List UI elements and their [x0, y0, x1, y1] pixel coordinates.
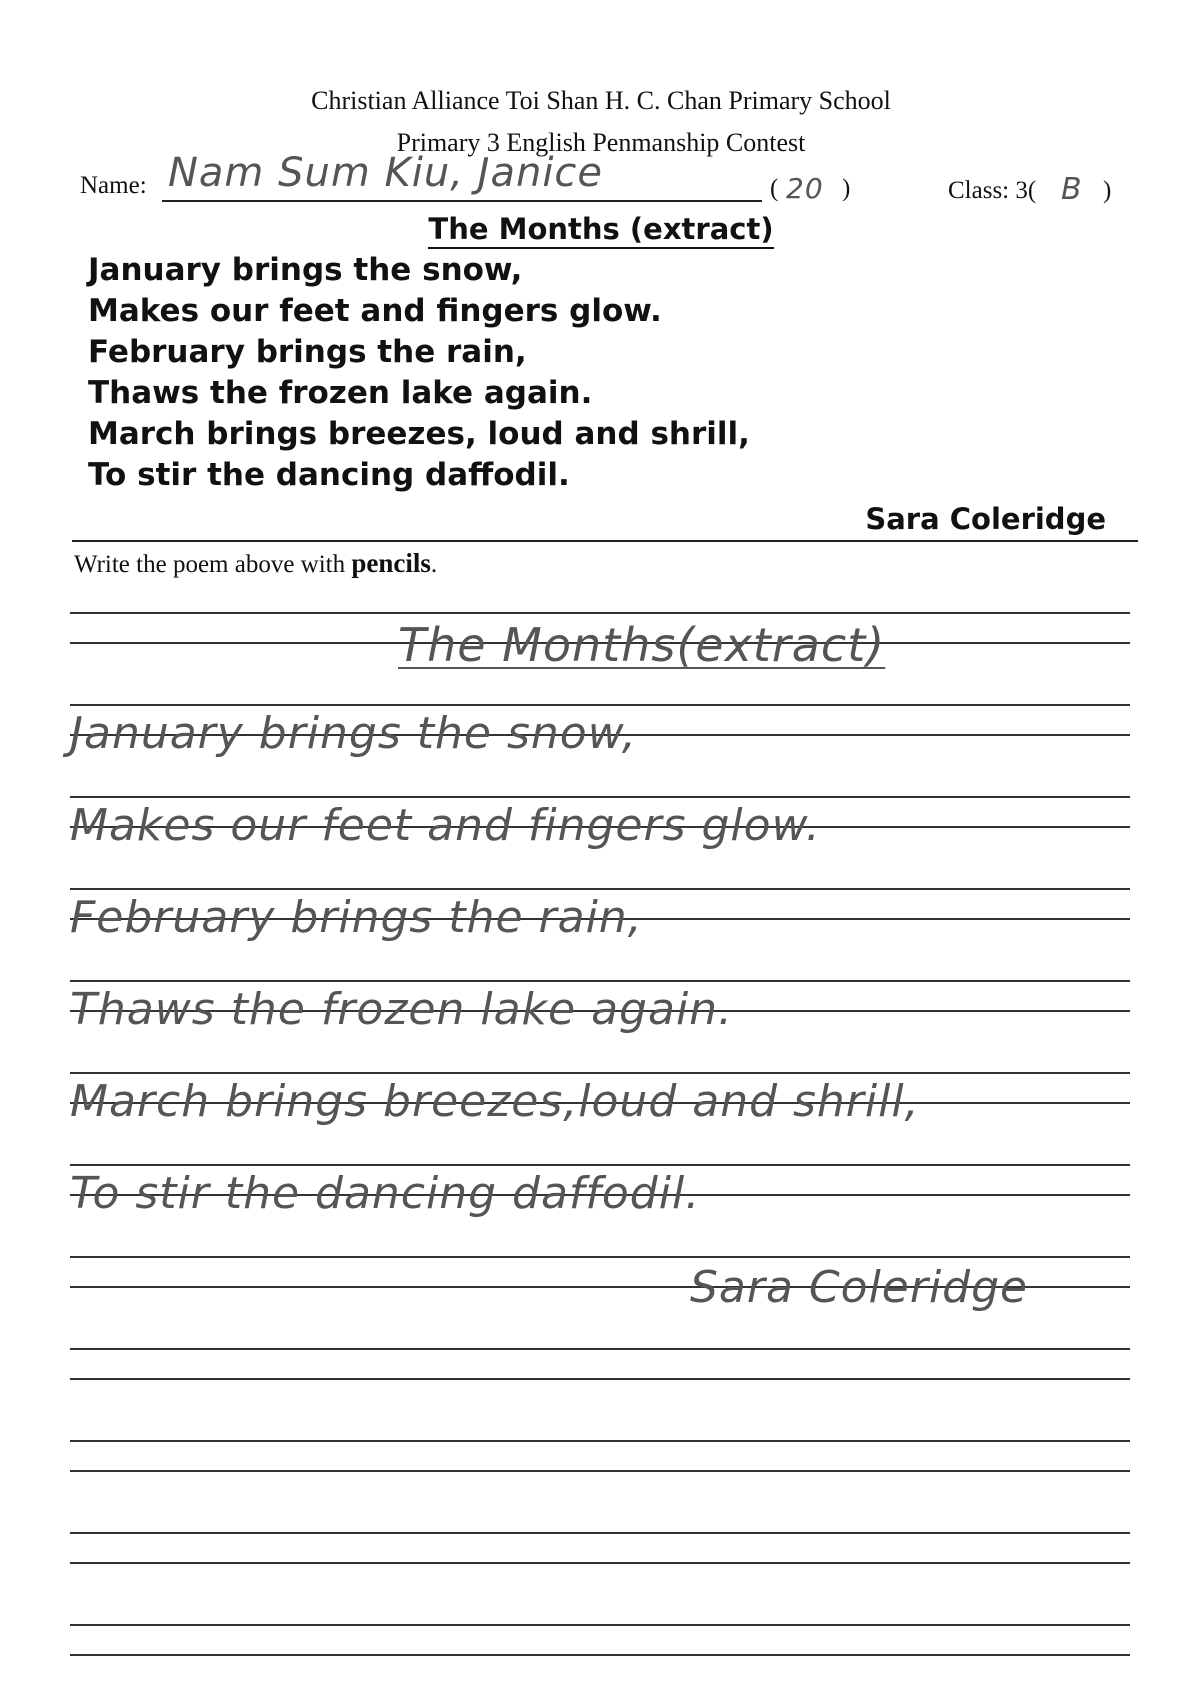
- poem-title-text: The Months (extract): [428, 212, 773, 249]
- writing-rule: [70, 980, 1130, 982]
- handwritten-line: Thaws the frozen lake again.: [70, 984, 734, 1035]
- handwritten-title: The Months(extract): [398, 618, 886, 672]
- handwritten-line: To stir the dancing daffodil.: [70, 1168, 701, 1219]
- writing-rule: [70, 1440, 1130, 1442]
- poem-line: February brings the rain,: [88, 334, 527, 370]
- class-close: ): [1103, 177, 1112, 204]
- writing-rule: [70, 1378, 1130, 1380]
- writing-rule: [70, 1348, 1130, 1350]
- handwritten-line: February brings the rain,: [70, 892, 643, 943]
- instruction-suffix: .: [430, 551, 438, 578]
- poem-line: Thaws the frozen lake again.: [88, 375, 593, 411]
- poem-line: March brings breezes, loud and shrill,: [88, 416, 750, 452]
- writing-rule: [70, 1624, 1130, 1626]
- writing-rule: [70, 796, 1130, 798]
- handwritten-line: Makes our feet and fingers glow.: [70, 800, 821, 851]
- class-label: Class: 3(: [948, 177, 1037, 204]
- instruction-emphasis: pencils: [351, 548, 431, 578]
- school-name: Christian Alliance Toi Shan H. C. Chan Primary School: [311, 86, 891, 115]
- poem-line: To stir the dancing daffodil.: [88, 457, 570, 493]
- name-label: Name:: [80, 172, 147, 199]
- poem-line: January brings the snow,: [88, 252, 523, 288]
- writing-rule: [70, 1164, 1130, 1166]
- handwritten-author: Sara Coleridge: [690, 1262, 1029, 1313]
- writing-rule: [70, 1562, 1130, 1564]
- name-underline: [162, 200, 762, 202]
- class-number-open: (: [770, 175, 779, 202]
- class-number-close: ): [842, 175, 851, 202]
- name-value: Nam Sum Kiu, Janice: [168, 150, 604, 196]
- section-divider: [72, 540, 1138, 542]
- class-number-value: 20: [786, 172, 824, 205]
- writing-rule: [70, 1072, 1130, 1074]
- writing-rule: [70, 888, 1130, 890]
- instruction-prefix: Write the poem above with: [74, 551, 352, 578]
- class-value: B: [1061, 172, 1083, 207]
- contest-title: Primary 3 English Penmanship Contest: [396, 128, 806, 157]
- poem-line: Makes our feet and fingers glow.: [88, 293, 662, 329]
- handwritten-line: March brings breezes,loud and shrill,: [70, 1076, 920, 1127]
- writing-rule: [70, 1256, 1130, 1258]
- instruction: [74, 548, 437, 579]
- poem-author: Sara Coleridge: [865, 502, 1106, 536]
- writing-rule: [70, 612, 1130, 614]
- writing-rule: [70, 1654, 1130, 1656]
- writing-rule: [70, 704, 1130, 706]
- poem-title: [0, 212, 1202, 246]
- poem-lines: [88, 250, 750, 496]
- writing-rule: [70, 1532, 1130, 1534]
- writing-rule: [70, 1470, 1130, 1472]
- handwritten-line: January brings the snow,: [70, 708, 637, 759]
